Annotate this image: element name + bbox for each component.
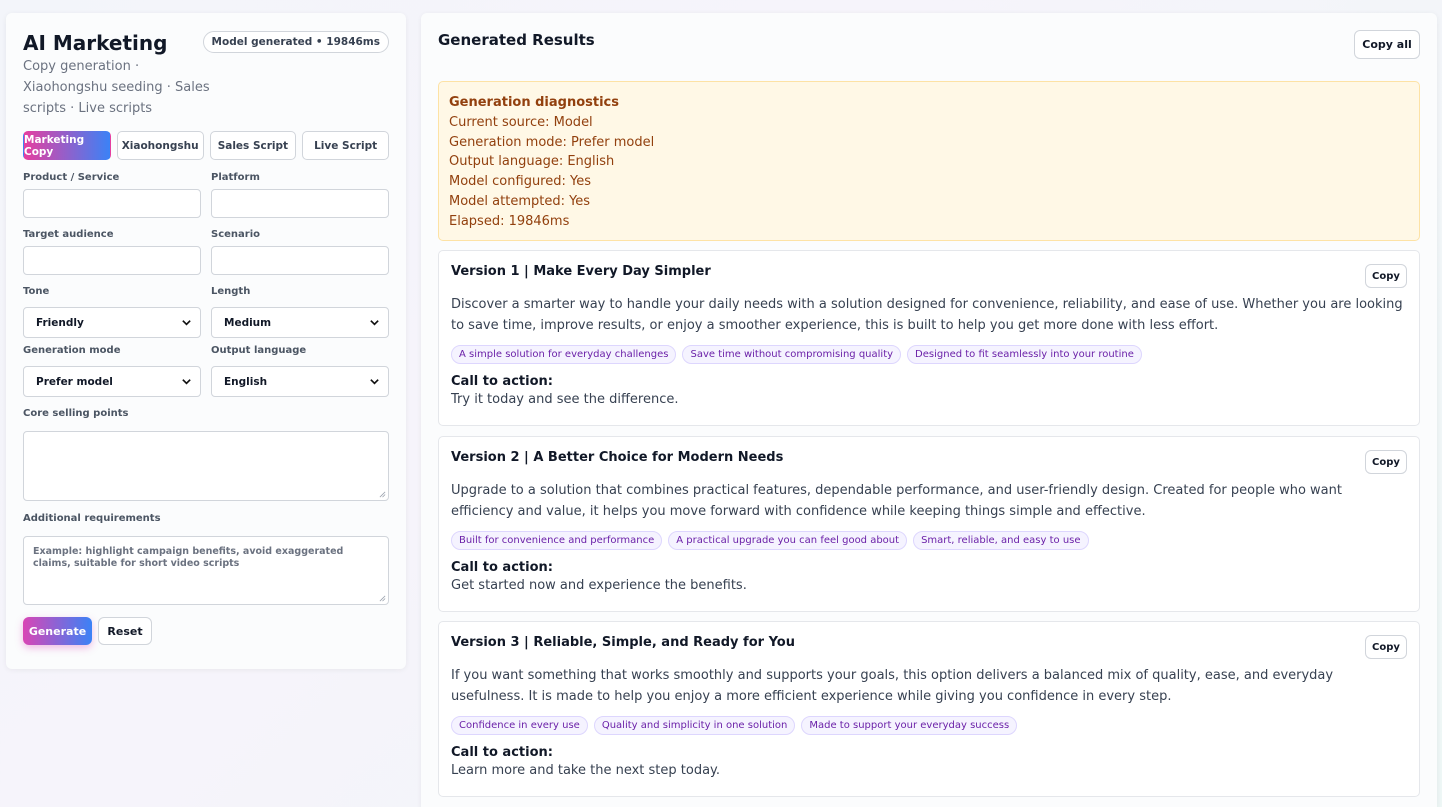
version-body: Upgrade to a solution that combines practical features, dependable performance, and user-friendly design. Created for people who want efficiency and value, it helps you move forward with confidence while keeping things simple and effective. (451, 483, 1342, 519)
platform-label: Platform (211, 172, 260, 183)
version-title: Version 3 | Reliable, Simple, and Ready for You (451, 635, 795, 650)
tag: Smart, reliable, and easy to use (913, 531, 1088, 550)
tag: Built for convenience and performance (451, 531, 662, 550)
gen-mode-field (23, 344, 201, 397)
tag: Confidence in every use (451, 716, 588, 735)
copy-button[interactable]: Copy (1365, 635, 1407, 659)
app-title: AI Marketing (23, 31, 168, 55)
tag-list (451, 345, 1407, 364)
copy-button[interactable]: Copy (1365, 264, 1407, 288)
tag-list (451, 531, 1407, 550)
form-actions (23, 617, 389, 645)
results-title: Generated Results (438, 31, 595, 49)
tab-live-script[interactable]: Live Script (302, 131, 389, 160)
platform-input[interactable] (211, 189, 389, 218)
additional-textarea[interactable] (23, 536, 389, 605)
chevron-down-icon (181, 317, 192, 328)
diagnostics-title: Generation diagnostics (449, 95, 620, 110)
version-body: If you want something that works smoothly and supports your goals, this option delivers a balanced mix of quality, ease, and everyday usefulness. It is made to help you enjoy a more efficient experience while giving you confidence in every step. (451, 668, 1334, 704)
copy-all-button[interactable]: Copy all (1354, 30, 1420, 59)
gen-mode-label: Generation mode (23, 345, 121, 356)
output-lang-value: English (224, 375, 268, 388)
result-card-1 (438, 250, 1420, 426)
additional-placeholder: Example: highlight campaign benefits, avoid exaggerated claims, suitable for short video scripts (33, 546, 344, 569)
gen-mode-value: Prefer model (36, 375, 113, 388)
tag-list (451, 716, 1407, 735)
length-select[interactable] (211, 307, 389, 338)
mode-tabs (23, 131, 389, 160)
diagnostics-line: Current source: Model (449, 114, 593, 130)
scenario-label: Scenario (211, 229, 261, 240)
length-value: Medium (224, 316, 272, 329)
resize-handle-icon[interactable] (379, 491, 386, 498)
product-label: Product / Service (23, 172, 120, 183)
chevron-down-icon (181, 376, 192, 387)
additional-label: Additional requirements (23, 513, 161, 524)
tag: Save time without compromising quality (682, 345, 901, 364)
diagnostics-line: Output language: English (449, 154, 615, 170)
cta-label: Call to action: (451, 560, 553, 575)
form-grid (23, 172, 389, 403)
output-lang-select[interactable] (211, 366, 389, 397)
tone-field (23, 281, 201, 338)
product-input[interactable] (23, 189, 201, 218)
tag: Quality and simplicity in one solution (594, 716, 796, 735)
cta-label: Call to action: (451, 745, 553, 760)
output-lang-field (211, 344, 389, 397)
length-field (211, 281, 389, 338)
scenario-input[interactable] (211, 246, 389, 275)
results-panel (421, 13, 1437, 807)
tone-label: Tone (23, 286, 50, 297)
tag: Made to support your everyday success (801, 716, 1017, 735)
length-label: Length (211, 286, 251, 297)
tab-marketing-copy[interactable]: Marketing Copy (23, 131, 111, 160)
cta-text: Learn more and take the next step today. (451, 763, 721, 778)
diagnostics-box (438, 81, 1420, 241)
chevron-down-icon (369, 376, 380, 387)
product-field (23, 172, 201, 218)
result-card-3 (438, 621, 1420, 797)
tag: A practical upgrade you can feel good about (668, 531, 907, 550)
selling-points-label: Core selling points (23, 408, 129, 419)
tag: A simple solution for everyday challenges (451, 345, 676, 364)
tone-select[interactable] (23, 307, 201, 338)
audience-label: Target audience (23, 229, 114, 240)
input-panel (6, 13, 406, 669)
generate-button[interactable]: Generate (23, 617, 92, 645)
selling-points-textarea[interactable] (23, 431, 389, 501)
cta-text: Get started now and experience the benefits. (451, 578, 747, 593)
version-title: Version 1 | Make Every Day Simpler (451, 264, 711, 279)
version-body: Discover a smarter way to handle your daily needs with a solution designed for convenience, reliability, and ease of use. Whether you are looking to save time, improve results, or enjoy a smoother experience, this is built to help you get more done with less effort. (451, 297, 1403, 333)
copy-button[interactable]: Copy (1365, 450, 1407, 474)
tone-value: Friendly (36, 316, 84, 329)
reset-button[interactable]: Reset (98, 617, 152, 645)
audience-field (23, 224, 201, 275)
diagnostics-line: Elapsed: 19846ms (449, 213, 570, 229)
tag: Designed to fit seamlessly into your routine (907, 345, 1142, 364)
diagnostics-line: Generation mode: Prefer model (449, 134, 655, 150)
status-badge: Model generated • 19846ms (203, 31, 389, 53)
tab-xiaohongshu[interactable]: Xiaohongshu (117, 131, 204, 160)
output-lang-label: Output language (211, 345, 307, 356)
result-card-2 (438, 436, 1420, 612)
diagnostics-line: Model configured: Yes (449, 174, 591, 190)
app-subtitle: Copy generation · Xiaohongshu seeding · Sales scripts · Live scripts (23, 59, 210, 116)
tab-sales-script[interactable]: Sales Script (210, 131, 297, 160)
platform-field (211, 172, 389, 218)
diagnostics-line: Model attempted: Yes (449, 193, 591, 209)
gen-mode-select[interactable] (23, 366, 201, 397)
cta-text: Try it today and see the difference. (451, 392, 679, 407)
resize-handle-icon[interactable] (379, 595, 386, 602)
scenario-field (211, 224, 389, 275)
cta-label: Call to action: (451, 374, 553, 389)
audience-input[interactable] (23, 246, 201, 275)
chevron-down-icon (369, 317, 380, 328)
version-title: Version 2 | A Better Choice for Modern Needs (451, 450, 784, 465)
